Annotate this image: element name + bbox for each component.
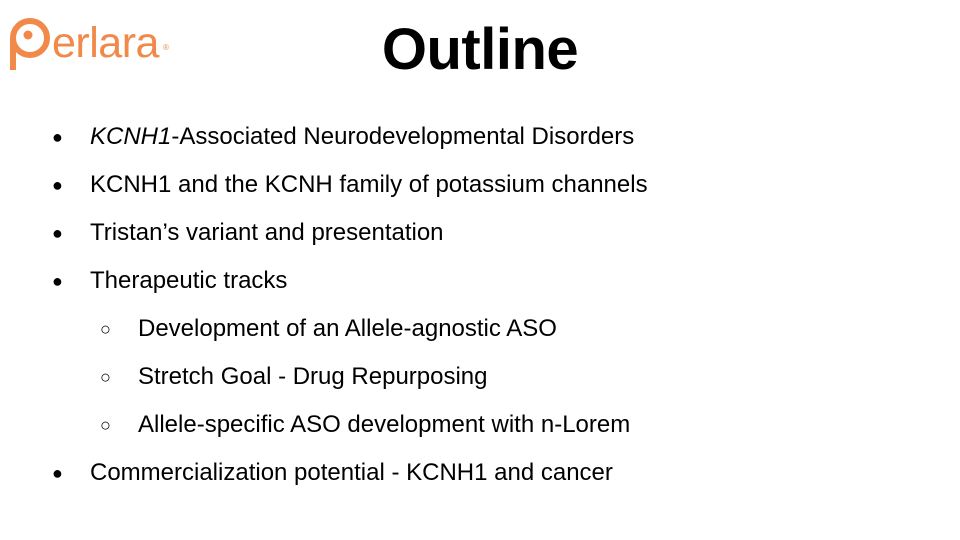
slide-title: Outline [381,17,579,82]
outline-item-1 [90,122,634,152]
outline-subitem-3: Allele-specific ASO development with n-Lorem [138,411,631,438]
bullet-marker: ● [52,463,63,483]
outline-item-3: Tristan’s variant and presentation [90,219,444,246]
outline-item-1-gene: KCNH1 [90,123,172,150]
logo-wordmark: erlara [52,19,159,67]
logo-registered-mark: ® [163,43,169,52]
sub-bullet-marker: ○ [100,415,111,435]
outline-item-2: KCNH1 and the KCNH family of potassium channels [90,171,648,198]
bullet-marker: ● [52,175,63,195]
bullet-marker: ● [52,223,63,243]
bullet-marker: ● [52,127,63,147]
sub-bullet-marker: ○ [100,367,111,387]
outline-item-4: Therapeutic tracks [90,267,288,294]
outline-item-5: Commercialization potential - KCNH1 and cancer [90,459,613,486]
bullet-marker: ● [52,271,63,291]
outline-subitem-2: Stretch Goal - Drug Repurposing [138,363,488,390]
sub-bullet-marker: ○ [100,319,111,339]
outline-subitem-1: Development of an Allele-agnostic ASO [138,315,557,342]
outline-item-1-text: -Associated Neurodevelopmental Disorders [171,123,635,150]
